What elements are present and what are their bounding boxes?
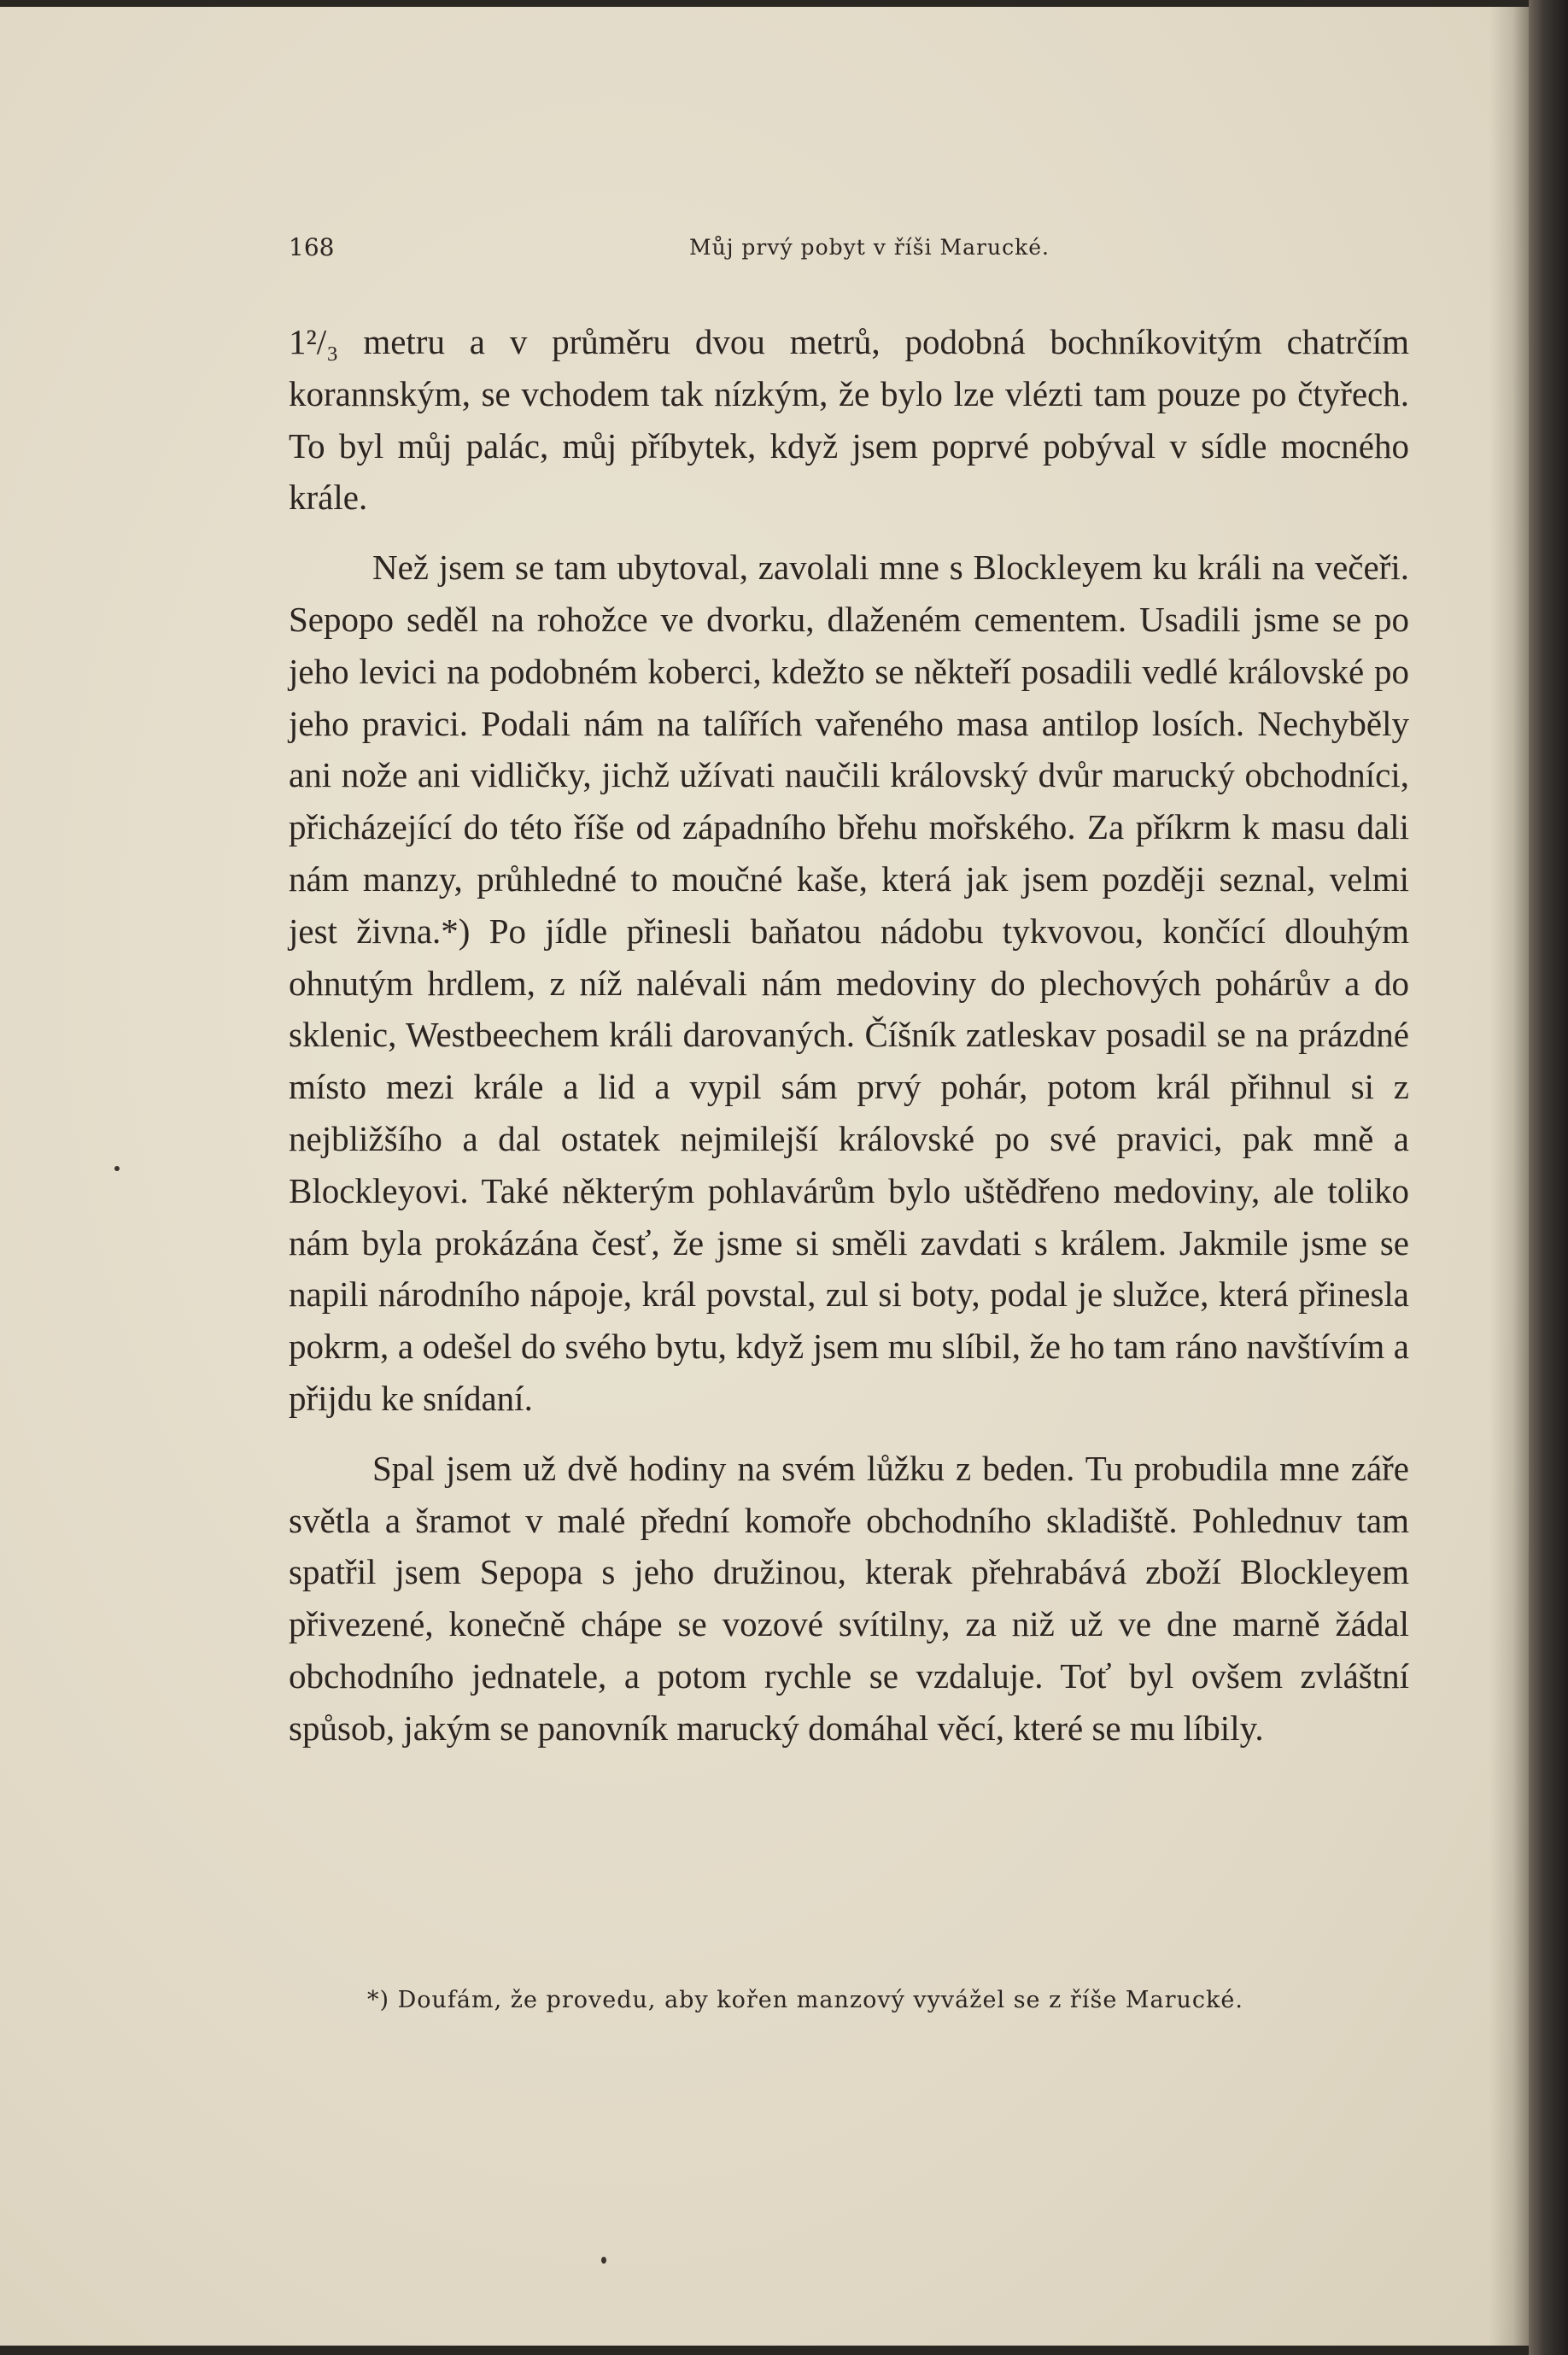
body-text: [289, 316, 1409, 1772]
paragraph: Než jsem se tam ubytoval, zavolali mne s Blockleyem ku králi na večeři. Sepopo seděl na rohožce ve dvorku, dlaženém cementem. Usadili jsme se po jeho levici na podobném koberci, kdežto se někteří posadili vedlé královské po jeho pravici. Podali nám na talířích vařeného masa antilop losích. Nechyběly ani nože ani vidličky, jichž užívati naučili královský dvůr marucký obchodníci, přicházející do této říše od západního břehu mořského. Za příkrm k masu dali nám manzy, průhledné to moučné kaše, která jak jsem později seznal, velmi jest živna.*) Po jídle přinesli baňatou nádobu tykvovou, končící dlouhým ohnutým hrdlem, z níž nalévali nám medoviny do plechových pohárův a do sklenic, Westbeechem králi darovaných. Číšník zatleskav posadil se na prázdné místo mezi krále a lid a vypil sám prvý pohár, potom král přihnul si z nejbližšího a dal ostatek nejmilejší královské po své pravici, pak mně a Blockleyovi. Také některým pohlavárům bylo uštědřeno medoviny, ale toliko nám byla prokázána česť, že jsme si směli zavdati s králem. Jakmile jsme se napili národního nápoje, král povstal, zul si boty, podal je služce, která přinesla pokrm, a odešel do svého bytu, když jsem mu slíbil, že ho tam ráno navštívím a přijdu ke snídaní.: [289, 548, 1409, 1418]
footnote: *) Doufám, že provedu, aby kořen manzový vyvážel se z říše Marucké.: [367, 1987, 1243, 2013]
page-header: [289, 233, 1416, 271]
book-spine-edge: [1529, 0, 1568, 2355]
ink-speck: [114, 1166, 120, 1171]
page-gutter-shadow: [1489, 7, 1529, 2346]
paragraph: Spal jsem už dvě hodiny na svém lůžku z beden. Tu probudila mne záře světla a šramot v malé přední komoře obchodního skladiště. Pohlednuv tam spatřil jsem Sepopa s jeho družinou, kterak přehrabává zboží Blockleyem přivezené, konečně chápe se vozové svítilny, za niž už ve dne marně žádal obchodního jednatele, a potom rychle se vzdaluje. Toť byl ovšem zvláštní spůsob, jakým se panovník marucký domáhal věcí, které se mu líbily.: [289, 1448, 1409, 1748]
page-number: 168: [289, 233, 335, 261]
paragraph: 1²/₃ metru a v průměru dvou metrů, podobná bochníkovitým chatrčím korannským, se vchodem tak nízkým, že bylo lze vlézti tam pouze po čtyřech. To byl můj palác, můj příbytek, když jsem poprvé pobýval v sídle mocného krále.: [289, 322, 1409, 518]
running-head: Můj prvý pobyt v říši Marucké.: [689, 235, 1050, 260]
book-page: [0, 7, 1529, 2346]
ink-speck: [601, 2257, 606, 2264]
